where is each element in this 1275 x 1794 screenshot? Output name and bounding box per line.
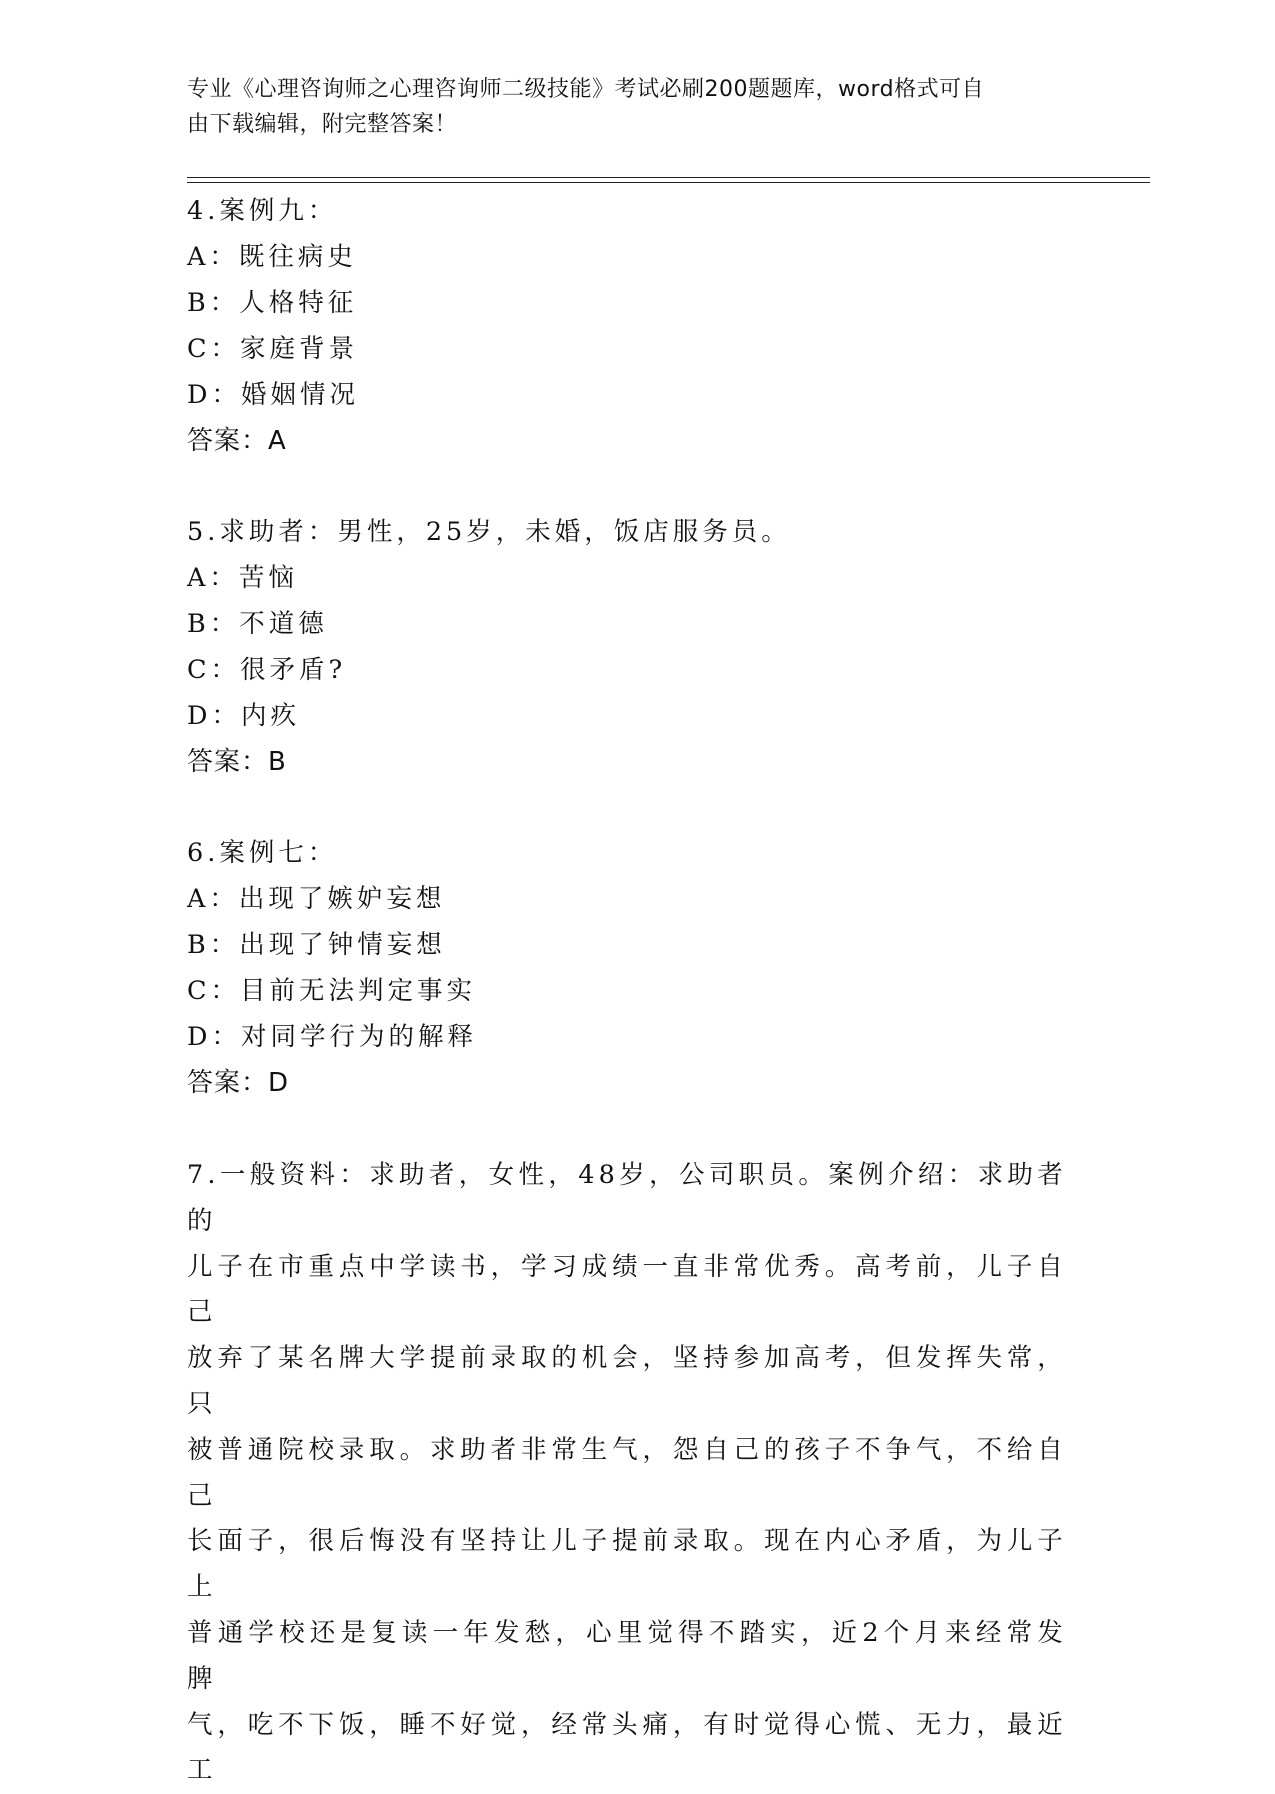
option-b: B：不道德 [187,609,328,639]
case-line: 被普通院校录取。求助者非常生气，怨自己的孩子不争气，不给自己 [187,1434,1067,1511]
option-a: A：既往病史 [187,242,357,272]
option-a: A：出现了嫉妒妄想 [187,884,446,914]
case-line: 普通学校还是复读一年发愁，心里觉得不踏实，近2个月来经常发脾 [187,1617,1067,1694]
header-divider-top [187,177,1150,178]
question-5 [187,509,1067,785]
case-line: 7.一般资料：求助者，女性，48岁，公司职员。案例介绍：求助者的 [187,1160,1067,1236]
question-4 [187,188,1067,464]
question-title: 5.求助者：男性，25岁，未婚，饭店服务员。 [187,517,791,547]
document-header [187,72,1067,142]
question-title: 6.案例七： [187,838,338,868]
header-line-1: 专业《心理咨询师之心理咨询师二级技能》考试必刷200题题库，word格式可自 [187,77,985,102]
case-line: 长面子，很后悔没有坚持让儿子提前录取。现在内心矛盾，为儿子上 [187,1526,1067,1603]
answer-label: 答案：B [187,747,287,777]
answer-label: 答案：A [187,426,287,456]
option-b: B：出现了钟情妄想 [187,930,446,960]
option-c: C：目前无法判定事实 [187,976,477,1006]
case-line: 放弃了某名牌大学提前录取的机会，坚持参加高考，但发挥失常，只 [187,1343,1067,1419]
option-d: D：对同学行为的解释 [187,1022,477,1052]
option-d: D：婚姻情况 [187,380,359,410]
case-line: 气，吃不下饭，睡不好觉，经常头痛，有时觉得心慌、无力，最近工 [187,1709,1067,1786]
option-c: C：家庭背景 [187,334,359,364]
option-d: D：内疚 [187,701,300,731]
question-title: 4.案例九： [187,196,338,226]
question-6 [187,830,1067,1106]
option-b: B：人格特征 [187,288,358,318]
case-line: 儿子在市重点中学读书，学习成绩一直非常优秀。高考前，儿子自己 [187,1251,1067,1328]
question-7-case-text [187,1151,1067,1794]
header-divider-bottom [187,182,1150,183]
option-a: A：苦恼 [187,563,298,593]
option-c: C：很矛盾? [187,655,347,685]
question-list [187,188,1067,1794]
answer-label: 答案：D [187,1068,290,1098]
header-line-2: 由下载编辑，附完整答案！ [187,112,458,137]
